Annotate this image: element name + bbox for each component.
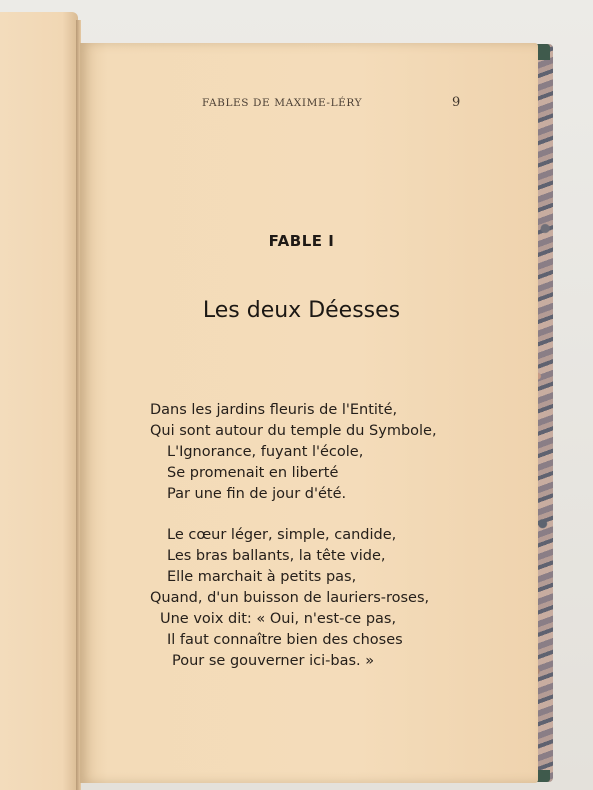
- verse-line: Pour se gouverner ici-bas. »: [172, 653, 375, 669]
- verse-line: Dans les jardins fleuris de l'Entité,: [150, 402, 398, 418]
- verse-line: Les bras ballants, la tête vide,: [167, 548, 386, 564]
- verse-line: Se promenait en liberté: [167, 465, 339, 481]
- verse-line: Le cœur léger, simple, candide,: [167, 527, 397, 543]
- verse-line: Par une fin de jour d'été.: [167, 486, 347, 502]
- running-head: FABLES DE MAXIME-LÉRY: [202, 97, 363, 109]
- verse-line: Une voix dit: « Oui, n'est-ce pas,: [160, 611, 397, 627]
- verse-line: Il faut connaître bien des choses: [167, 632, 403, 648]
- verse-line: Elle marchait à petits pas,: [167, 569, 357, 585]
- fable-number: FABLE I: [268, 232, 335, 250]
- verse-line: Qui sont autour du temple du Symbole,: [150, 423, 437, 439]
- verse-line: L'Ignorance, fuyant l'école,: [167, 444, 364, 460]
- page-number: 9: [452, 95, 461, 110]
- fable-title: Les deux Déesses: [202, 298, 401, 323]
- verse-line: Quand, d'un buisson de lauriers-roses,: [150, 590, 430, 606]
